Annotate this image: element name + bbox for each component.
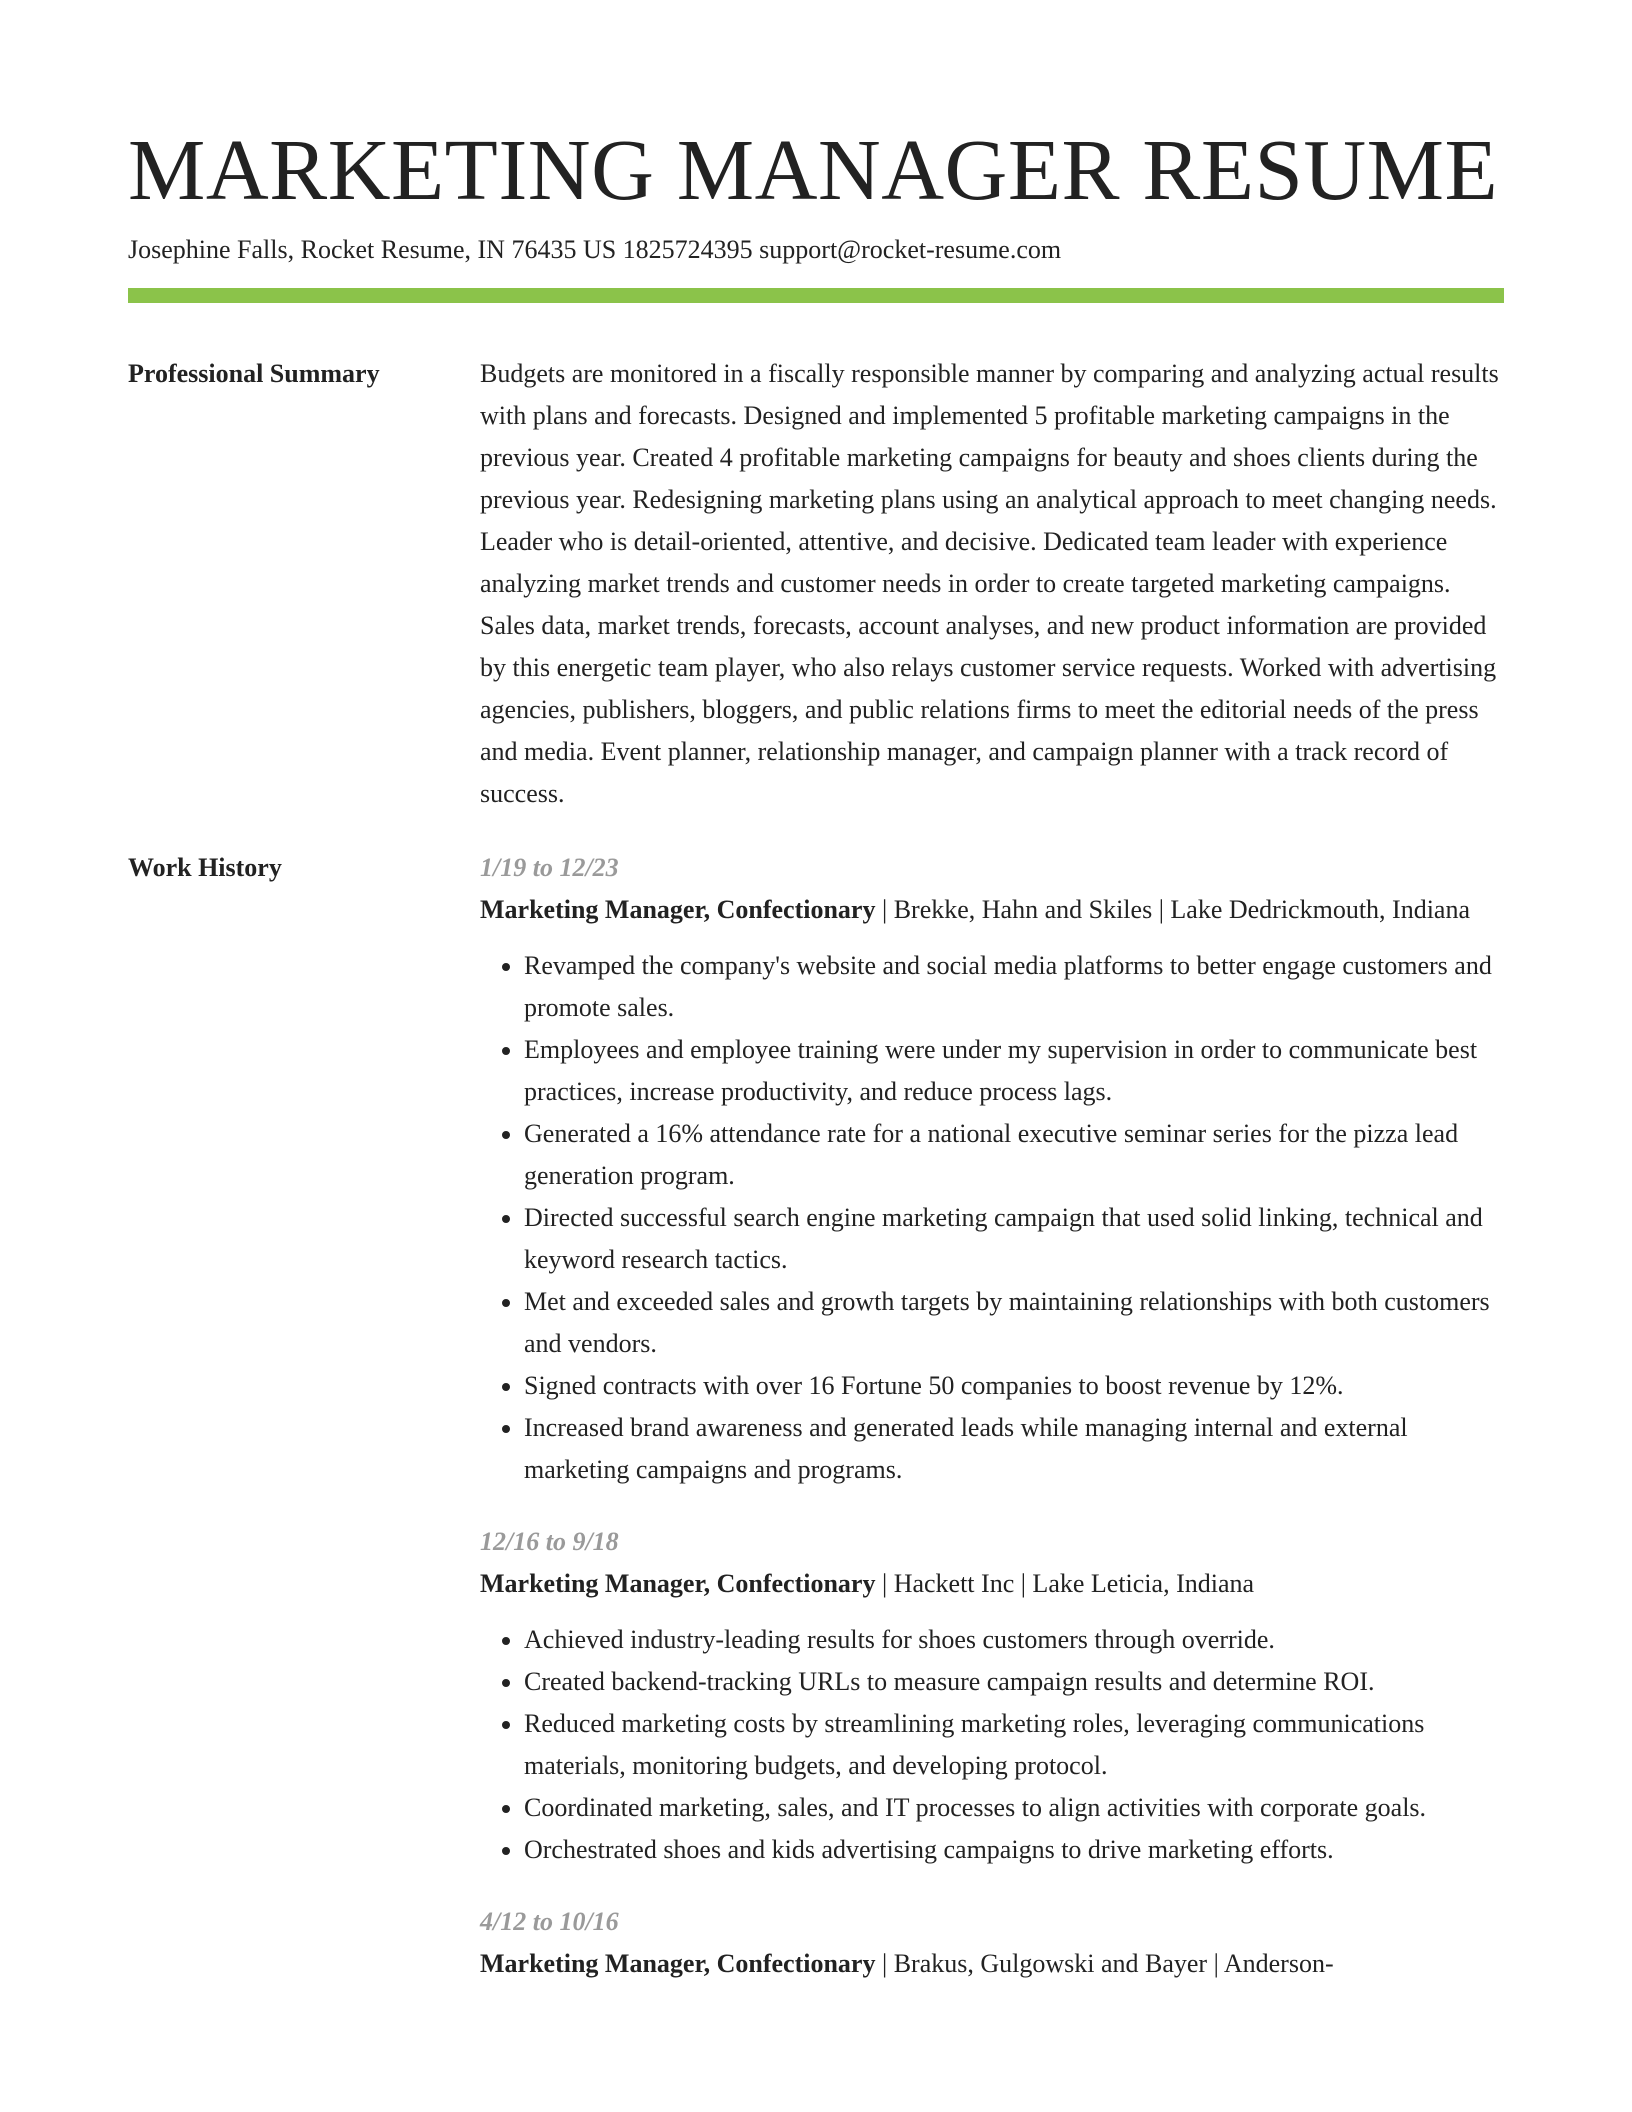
- job-bullet: • Created backend-tracking URLs to measure campaign results and determine ROI.: [524, 1661, 1504, 1703]
- accent-divider: [128, 288, 1504, 303]
- job-bullet: • Achieved industry-leading results for shoes customers through override.: [524, 1619, 1504, 1661]
- job-entry: [480, 1521, 1504, 1871]
- job-title-line: [480, 889, 1504, 931]
- job-bullet: • Directed successful search engine marketing campaign that used solid linking, technical and keyword research tactics.: [524, 1197, 1504, 1281]
- summary-body: [480, 353, 1504, 815]
- section-heading-work: Work History: [128, 853, 282, 882]
- job-dates: 4/12 to 10/16: [480, 1907, 619, 1936]
- job-employer-location: | Brakus, Gulgowski and Bayer | Anderson-: [875, 1949, 1334, 1978]
- job-title: Marketing Manager, Confectionary: [480, 1569, 876, 1598]
- job-bullet: • Orchestrated shoes and kids advertising campaigns to drive marketing efforts.: [524, 1829, 1504, 1871]
- section-heading-summary: Professional Summary: [128, 359, 380, 388]
- work-history-section: [128, 847, 1504, 1985]
- job-title: Marketing Manager, Confectionary: [480, 895, 876, 924]
- job-employer-location: | Hackett Inc | Lake Leticia, Indiana: [875, 1569, 1255, 1598]
- job-bullet: • Signed contracts with over 16 Fortune 50 companies to boost revenue by 12%.: [524, 1365, 1504, 1407]
- job-bullet: • Employees and employee training were under my supervision in order to communicate best practices, increase productivity, and reduce process lags.: [524, 1029, 1504, 1113]
- job-bullet: • Generated a 16% attendance rate for a national executive seminar series for the pizza lead generation program.: [524, 1113, 1504, 1197]
- job-dates: 12/16 to 9/18: [480, 1527, 619, 1556]
- job-bullet: • Coordinated marketing, sales, and IT processes to align activities with corporate goals.: [524, 1787, 1504, 1829]
- job-dates: 1/19 to 12/23: [480, 853, 619, 882]
- resume-title: MARKETING MANAGER RESUME: [128, 121, 1499, 218]
- job-title-line: [480, 1943, 1504, 1985]
- job-entry: [480, 847, 1504, 1491]
- job-entry: [480, 1901, 1504, 1985]
- professional-summary-section: [128, 353, 1504, 815]
- contact-info: Josephine Falls, Rocket Resume, IN 76435 US 1825724395 support@rocket-resume.com: [128, 235, 1062, 264]
- job-bullet: • Met and exceeded sales and growth targets by maintaining relationships with both customers and vendors.: [524, 1281, 1504, 1365]
- job-bullet-list: [480, 945, 1504, 1491]
- job-title-line: [480, 1563, 1504, 1605]
- work-history-body: [480, 847, 1504, 1985]
- summary-text: Budgets are monitored in a fiscally responsible manner by comparing and analyzing actual results with plans and forecasts. Designed and implemented 5 profitable marketing campaigns in the previous year. Created 4 profitable marketing campaigns for beauty and shoes clients during the previous year. Redesigning marketing plans using an analytical approach to meet changing needs. Leader who is detail-oriented, attentive, and decisive. Dedicated team leader with experience analyzing market trends and customer needs in order to create targeted marketing campaigns. Sales data, market trends, forecasts, account analyses, and new product information are provided by this energetic team player, who also relays customer service requests. Worked with advertising agencies, publishers, bloggers, and public relations firms to meet the editorial needs of the press and media. Event planner, relationship manager, and campaign planner with a track record of success.: [480, 359, 1499, 808]
- job-title: Marketing Manager, Confectionary: [480, 1949, 876, 1978]
- job-employer-location: | Brekke, Hahn and Skiles | Lake Dedrickmouth, Indiana: [875, 895, 1471, 924]
- job-bullet: • Revamped the company's website and social media platforms to better engage customers and promote sales.: [524, 945, 1504, 1029]
- job-bullet-list: [480, 1619, 1504, 1871]
- job-bullet: • Increased brand awareness and generated leads while managing internal and external marketing campaigns and programs.: [524, 1407, 1504, 1491]
- job-bullet: • Reduced marketing costs by streamlining marketing roles, leveraging communications materials, monitoring budgets, and developing protocol.: [524, 1703, 1504, 1787]
